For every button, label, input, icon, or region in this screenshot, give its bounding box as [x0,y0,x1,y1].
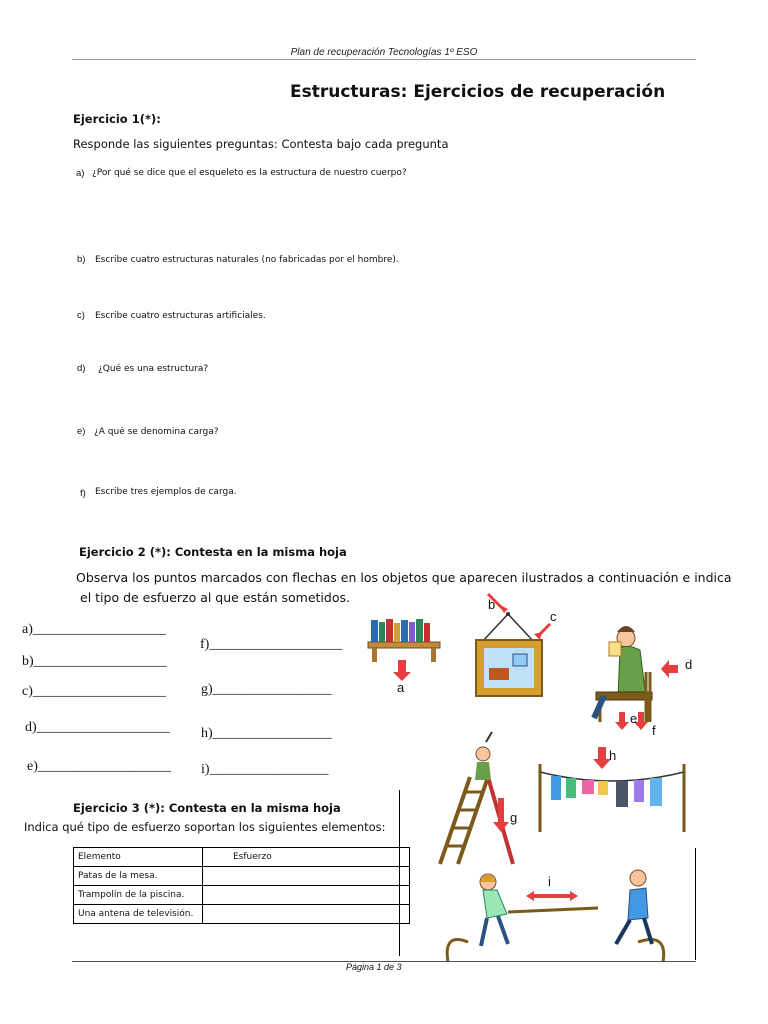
table-cell-effort[interactable] [203,867,410,886]
answer-blank-d[interactable]: d)___________________ [25,720,170,735]
q-b-text: Escribe cuatro estructuras naturales (no fabricadas por el hombre). [95,255,399,265]
answer-blank-g[interactable]: g)_________________ [201,682,332,697]
figure-label-g: g [510,810,518,825]
answer-blank-e[interactable]: e)___________________ [27,759,171,774]
figure-label-b: b [488,597,496,612]
q-c-letter: c) [77,310,85,321]
effort-table [73,847,410,924]
q-b-letter: b) [77,254,86,265]
figure-label-a: a [397,680,405,695]
figure-label-d: d [685,657,693,672]
figure-label-e: e [630,711,638,726]
table-cell-effort[interactable] [203,905,410,924]
q-d-letter: d) [77,363,86,374]
q-a-letter: a) [76,168,85,179]
table-row [74,886,410,905]
table-header-row [74,848,410,867]
bookshelf-illustration [368,619,440,681]
answer-blank-i[interactable]: i)_________________ [201,762,329,777]
page-header: Plan de recuperación Tecnologías 1º ESO [290,47,478,58]
figure-right-border [695,848,696,960]
table-header-element: Elemento [74,848,203,867]
figure-label-c: c [550,609,557,624]
table-cell-element: Trampolín de la piscina. [74,886,203,905]
q-a-text: ¿Por qué se dice que el esqueleto es la estructura de nuestro cuerpo? [92,168,407,178]
ex2-instruction-line1: Observa los puntos marcados con flechas en los objetos que aparecen ilustrados a continuación e indica [76,570,732,585]
header-rule [72,59,696,60]
q-e-text: ¿A qué se denomina carga? [94,427,219,437]
ex1-instruction: Responde las siguientes preguntas: Contesta bajo cada pregunta [73,137,449,151]
table-row [74,905,410,924]
table-row [74,867,410,886]
q-f-letter: f) [80,488,86,499]
table-cell-element: Patas de la mesa. [74,867,203,886]
ex2-heading: Ejercicio 2 (*): Contesta en la misma hoja [79,545,347,559]
tug-of-war-illustration [447,870,664,962]
q-f-text: Escribe tres ejemplos de carga. [95,487,237,497]
figure-label-i: i [548,874,551,889]
q-d-text: ¿Qué es una estructura? [98,364,209,374]
table-cell-element: Una antena de televisión. [74,905,203,924]
ex3-heading: Ejercicio 3 (*): Contesta en la misma hoja [73,801,341,815]
ladder-illustration [440,732,513,864]
answer-blank-b[interactable]: b)___________________ [22,654,167,669]
figure-label-h: h [609,748,617,763]
ex1-heading: Ejercicio 1(*): [73,112,161,126]
answer-blank-f[interactable]: f)___________________ [200,637,343,652]
ex2-instruction-line2: el tipo de esfuerzo al que están sometidos. [80,590,350,605]
page-title: Estructuras: Ejercicios de recuperación [290,82,666,102]
page-footer: Página 1 de 3 [346,962,402,972]
table-cell-effort[interactable] [203,886,410,905]
q-e-letter: e) [77,426,86,437]
answer-blank-h[interactable]: h)_________________ [201,726,332,741]
figure-label-f: f [652,723,656,738]
q-c-text: Escribe cuatro estructuras artificiales. [95,311,266,321]
ex3-instruction: Indica qué tipo de esfuerzo soportan los siguientes elementos: [24,820,386,834]
answer-blank-c[interactable]: c)___________________ [22,684,166,699]
answer-blank-a[interactable]: a)___________________ [22,622,166,637]
table-header-effort: Esfuerzo [203,848,410,867]
